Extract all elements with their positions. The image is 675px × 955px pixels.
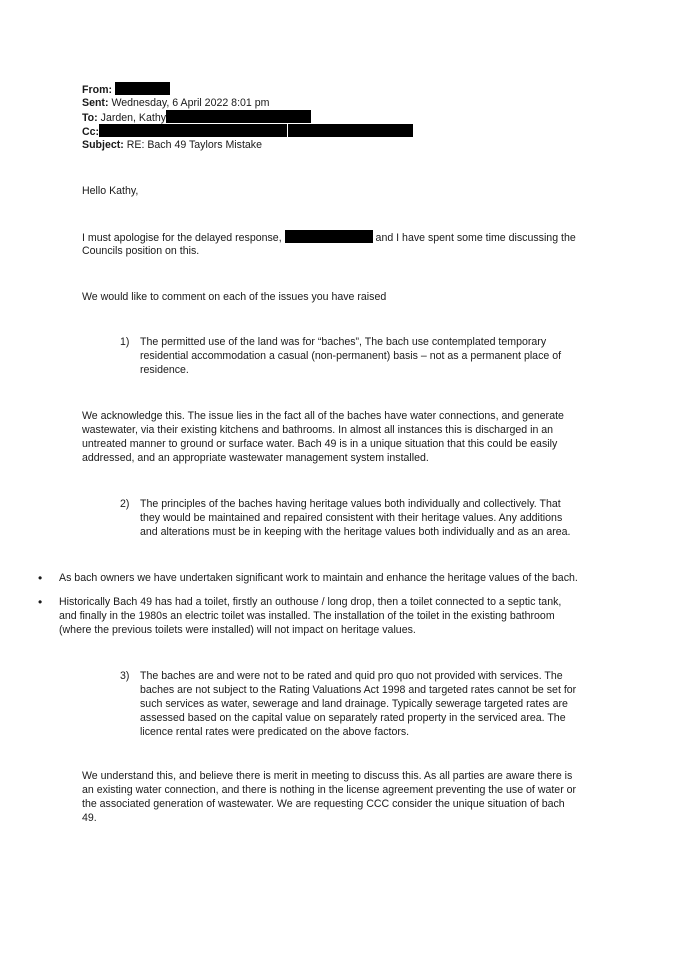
response-3-line: 49. <box>82 812 97 824</box>
sent-value: Wednesday, 6 April 2022 8:01 pm <box>111 97 270 109</box>
to-redaction <box>166 110 311 123</box>
intro-redaction <box>285 230 373 243</box>
response-1-line: addressed, and an appropriate wastewater management system installed. <box>82 452 429 464</box>
issue-2-number: 2) <box>120 498 130 510</box>
issue-2-text <box>140 497 620 539</box>
intro-part-2: and I have spent some time discussing the <box>375 232 576 244</box>
issue-1-line: The permitted use of the land was for “baches”, The bach use contemplated temporary <box>140 336 547 348</box>
issue-3-line: baches are not subject to the Rating Valuations Act 1998 and targeted rates cannot be set for <box>140 684 577 696</box>
to-row <box>82 110 311 125</box>
subject-label: Subject: <box>82 139 124 151</box>
bullet-2-text <box>59 595 619 637</box>
response-1-line: untreated manner to ground or surface water. Bach 49 is in a unique situation that this could be easily <box>82 438 558 450</box>
bullet-2-symbol: • <box>38 595 43 609</box>
issue-1-text <box>140 335 620 377</box>
intro-line-1 <box>82 230 576 245</box>
from-redaction <box>115 82 170 95</box>
cc-redaction-1 <box>99 124 287 137</box>
issue-3-number: 3) <box>120 670 130 682</box>
issue-1-line: residence. <box>140 364 189 376</box>
issue-3-text <box>140 669 620 739</box>
intro-line-2: Councils position on this. <box>82 245 200 257</box>
subject-row <box>82 138 262 152</box>
bullet-1-text <box>59 571 619 585</box>
issue-3-line: licence rental rates were predicated on the above factors. <box>140 726 410 738</box>
greeting: Hello Kathy, <box>82 185 139 197</box>
from-label: From: <box>82 84 113 96</box>
issue-3-line: assessed based on the capital value on separately rated property in the serviced area. The <box>140 712 566 724</box>
bullet-1-line: As bach owners we have undertaken significant work to maintain and enhance the heritage values of the bach. <box>59 572 578 584</box>
comment-line: We would like to comment on each of the issues you have raised <box>82 291 387 303</box>
sent-row <box>82 96 269 110</box>
bullet-2-line: (where the previous toilets were installed) will not impact on heritage values. <box>59 624 416 636</box>
cc-redaction-2 <box>288 124 413 137</box>
issue-3-line: The baches are and were not to be rated and quid pro quo not provided with services. The <box>140 670 563 682</box>
bullet-2-line: and finally in the 1980s an electric toilet was installed. The installation of the toilet in the existing bathroom <box>59 610 555 622</box>
from-row <box>82 82 170 97</box>
response-3-line: an existing water connection, and there is nothing in the license agreement preventing the use of water or <box>82 784 577 796</box>
to-value: Jarden, Kathy <box>100 112 167 124</box>
cc-row <box>82 124 413 139</box>
issue-2-line: and alterations must be in keeping with the heritage values both individually and as an area. <box>140 526 571 538</box>
sent-label: Sent: <box>82 97 109 109</box>
issue-2-line: The principles of the baches having heritage values both individually and collectively. That <box>140 498 561 510</box>
response-3 <box>82 769 622 825</box>
issue-3-line: such services as water, sewerage and land drainage. Typically sewerage targeted rates are <box>140 698 568 710</box>
bullet-1-symbol: • <box>38 571 43 585</box>
response-3-line: the associated generation of wastewater. We are requesting CCC consider the unique situation of bach <box>82 798 565 810</box>
issue-1-line: residential accommodation a casual (non-permanent) basis – not as a permanent place of <box>140 350 562 362</box>
intro-part-1: I must apologise for the delayed response, <box>82 232 282 244</box>
bullet-2-line: Historically Bach 49 has had a toilet, firstly an outhouse / long drop, then a toilet connected to a septic tank, <box>59 596 562 608</box>
response-1 <box>82 409 622 465</box>
issue-2-line: they would be maintained and repaired consistent with their heritage values. Any additions <box>140 512 563 524</box>
response-1-line: We acknowledge this. The issue lies in the fact all of the baches have water connections, and generate <box>82 410 564 422</box>
subject-value: RE: Bach 49 Taylors Mistake <box>126 139 262 151</box>
response-1-line: wastewater, via their existing kitchens and bathrooms. In almost all instances this is discharged in an <box>82 424 554 436</box>
cc-label: Cc: <box>82 126 100 138</box>
response-3-line: We understand this, and believe there is merit in meeting to discuss this. As all parties are aware there is <box>82 770 573 782</box>
to-label: To: <box>82 112 98 124</box>
issue-1-number: 1) <box>120 336 130 348</box>
